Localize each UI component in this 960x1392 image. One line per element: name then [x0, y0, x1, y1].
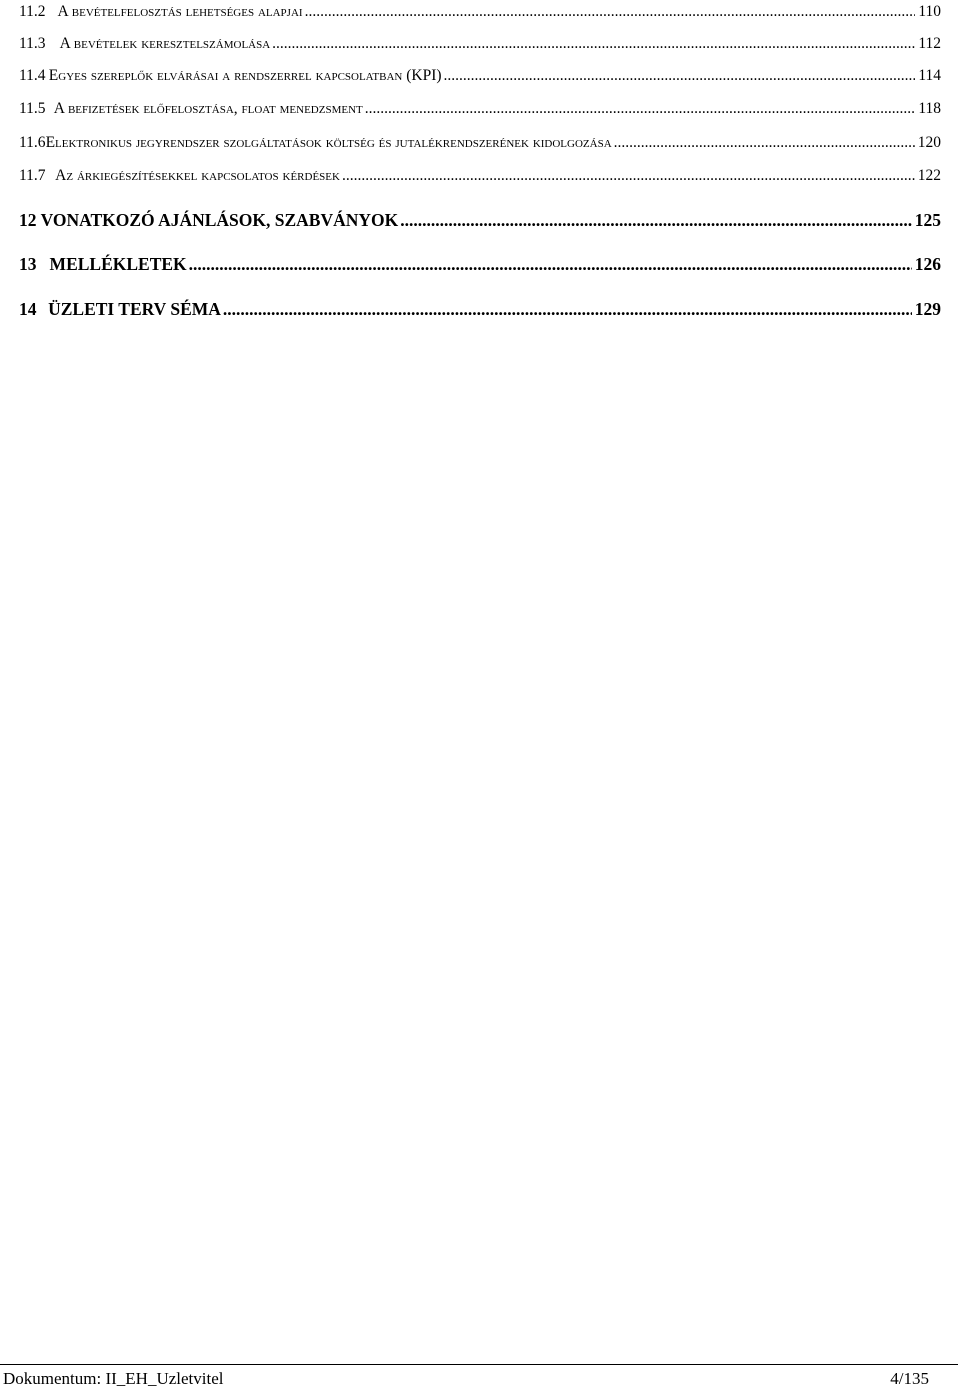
toc-entry-title: Egyes szereplők elvárásai a rendszerrel kapcsolatban (KPI)	[48, 67, 442, 84]
toc-entry-page: 125	[914, 210, 941, 230]
toc-entry-11-2[interactable]	[19, 3, 941, 21]
toc-leader-dots	[614, 134, 915, 152]
toc-entry-11-5[interactable]	[19, 100, 941, 118]
toc-leader-dots	[223, 299, 912, 320]
toc-entry-page: 114	[918, 67, 941, 84]
toc-entry-title: VONATKOZÓ AJÁNLÁSOK, SZABVÁNYOK	[40, 210, 399, 230]
toc-entry-14[interactable]	[19, 299, 941, 320]
toc-entry-number: 11.5	[19, 100, 46, 117]
toc-leader-dots	[365, 100, 916, 118]
toc-entry-title: ÜZLETI TERV SÉMA	[48, 299, 221, 319]
toc-leader-dots	[400, 210, 912, 231]
toc-entry-11-4[interactable]	[19, 67, 941, 85]
toc-entry-title: Az árkiegészítésekkel kapcsolatos kérdések	[55, 167, 340, 184]
toc-entry-number: 14	[19, 299, 37, 319]
toc-entry-title: MELLÉKLETEK	[49, 254, 187, 274]
toc-entry-page: 122	[917, 167, 941, 184]
toc-entry-page: 112	[918, 35, 941, 52]
toc-entry-page: 129	[914, 299, 941, 319]
toc-leader-dots	[444, 67, 916, 85]
toc-entry-12[interactable]	[19, 210, 941, 231]
toc-entry-page: 118	[918, 100, 941, 117]
toc-entry-number: 12	[19, 210, 37, 230]
toc-entry-title: A befizetések előfelosztása, float menedzsment	[53, 100, 363, 117]
toc-leader-dots	[305, 3, 916, 21]
toc-entry-title: A bevételfelosztás lehetséges alapjai	[57, 3, 303, 20]
toc-entry-page: 126	[914, 254, 941, 274]
toc-entry-page: 110	[918, 3, 941, 20]
toc-entry-11-7[interactable]	[19, 167, 941, 185]
toc-entry-page: 120	[917, 134, 941, 151]
footer-page-indicator: 4/135	[890, 1369, 929, 1388]
toc-entry-number: 13	[19, 254, 37, 274]
toc-leader-dots	[272, 35, 915, 53]
toc-entry-number: 11.7	[19, 167, 46, 184]
toc-entry-number: 11.2	[19, 3, 46, 20]
toc-entry-number: 11.3	[19, 35, 46, 52]
footer-divider	[0, 1364, 958, 1365]
toc-leader-dots	[342, 167, 915, 185]
toc-entry-number: 11.4	[19, 67, 46, 84]
toc-entry-13[interactable]	[19, 254, 941, 275]
toc-entry-number: 11.6	[19, 134, 46, 151]
toc-leader-dots	[189, 254, 912, 275]
toc-entry-11-6[interactable]	[19, 134, 941, 152]
footer-document-label: Dokumentum: II_EH_Uzletvitel	[3, 1369, 224, 1388]
toc-entry-11-3[interactable]	[19, 35, 941, 53]
toc-entry-title: Elektronikus jegyrendszer szolgáltatások költség és jutalékrendszerének kidolgozása	[45, 134, 612, 151]
toc-entry-title: A bevételek keresztelszámolása	[59, 35, 271, 52]
